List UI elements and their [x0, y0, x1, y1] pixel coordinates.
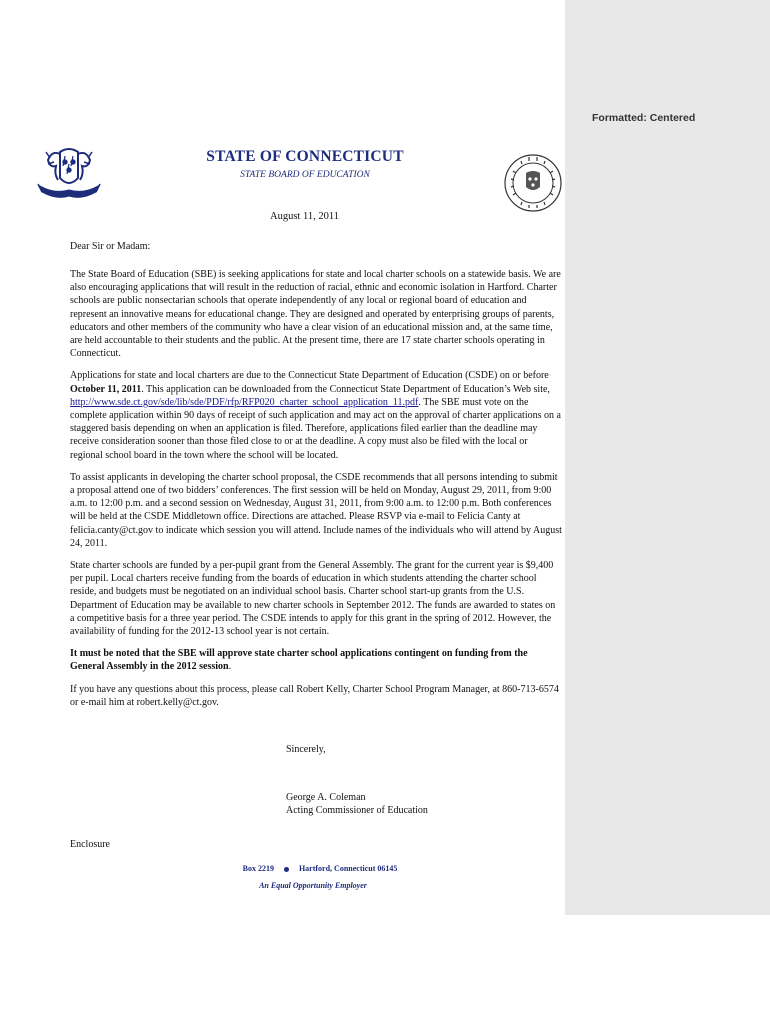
application-link[interactable]: http://www.sde.ct.gov/sde/lib/sde/PDF/rfp/RFP020_charter_school_application_11.pdf — [70, 396, 419, 408]
footer-tagline: An Equal Opportunity Employer — [259, 881, 367, 890]
deadline-date: October 11, 2011 — [70, 383, 142, 395]
paragraph-funding: State charter schools are funded by a per-pupil grant from the General Assembly. The grant for the current year is $9,400 per pupil. Local charters receive funding from the boards of education in which students attending the charter school reside, and budgets must be negotiated on an individual school basis. Charter school start-up grants from the U.S. Department of Education may be available to new charter schools in September 2012. The funds are awarded to states on a competitive basis for a three year period. The CSDE intends to apply for this grant in the spring of 2012. However, the availability of funding for the 2012-13 school year is not certain. — [70, 560, 556, 638]
comment-pane — [565, 0, 770, 915]
signer-title: Acting Commissioner of Education — [286, 805, 428, 817]
footer-address — [0, 864, 640, 873]
paragraph-conferences: To assist applicants in developing the charter school proposal, the CSDE recommends that all persons intending to submit a proposal attend one of two bidders’ conferences. The first session will be held on Monday, August 29, 2011, from 9:00 a.m. to 12:00 p.m. and a second session on Wednesday, August 31, 2011, from 9:00 a.m. to 12:00 p.m. Both conferences will be held at the CSDE Middletown office. Directions are attached. Please RSVP via e-mail to Felicia Canty at felicia.canty@ct.gov to indicate which session you will attend. Include names of the individuals who will attend by August 24, 2011. — [70, 471, 562, 549]
letter-body — [70, 268, 562, 718]
paragraph-contact: If you have any questions about this process, please call Robert Kelly, Charter School Program Manager, at 860-713-6574 or e-mail him at robert.kelly@ct.gov. — [70, 683, 559, 708]
comment-formatted-centered[interactable]: Formatted: Centered — [592, 112, 696, 124]
page-subtitle: STATE BOARD OF EDUCATION — [240, 170, 370, 180]
enclosure-label: Enclosure — [70, 839, 110, 850]
page-title: STATE OF CONNECTICUT — [206, 148, 404, 165]
salutation: Dear Sir or Madam: — [70, 241, 151, 252]
footer-box: Box 2219 — [242, 864, 274, 873]
signature-block — [286, 791, 428, 817]
board-of-education-seal-icon — [503, 153, 563, 213]
paragraph-deadline: Applications for state and local charters are due to the Connecticut State Department of Education (CSDE) on or before October 11, 2011. This application can be downloaded from the Connecticut State Department of Education’s Web site, http://www.sde.ct.gov/sde/lib/sde/PDF/rfp/RFP020_charter_school_application_11.pdf. The SBE must vote on the complete application within 90 days of receipt of such application and may act on the approval of charter applications on a staggered basis depending on when an application is filed. Therefore, applications filed earlier than the deadline may receive consideration sooner than those filed close to or at the deadline. A copy must also be filed with the local or regional school board in the town where the school will be located. — [70, 370, 561, 461]
footer-city: Hartford, Connecticut 06145 — [298, 864, 398, 873]
letter-date: August 11, 2011 — [270, 211, 339, 222]
closing: Sincerely, — [286, 744, 326, 755]
signer-name: George A. Coleman — [286, 792, 366, 803]
bullet-icon — [284, 867, 289, 872]
paragraph-notice: It must be noted that the SBE will approve state charter school applications contingent on funding from the General Assembly in the 2012 session. — [70, 648, 528, 673]
paragraph-intro: The State Board of Education (SBE) is seeking applications for state and local charter schools on a statewide basis. We are also encouraging applications that will result in the reduction of racial, ethnic and economic isolation in Hartford. Charter schools are public nonsectarian schools that operate independently of any local or regional board of education and represent an innovative means for educational change. They are designed and operated by enterprising groups of parents, educators and other members of the community who have a clear vision of an educational mission and, at the same time, are held accountable to their students and the public. At the present time, there are 17 state charter schools operating in Connecticut. — [70, 269, 561, 360]
